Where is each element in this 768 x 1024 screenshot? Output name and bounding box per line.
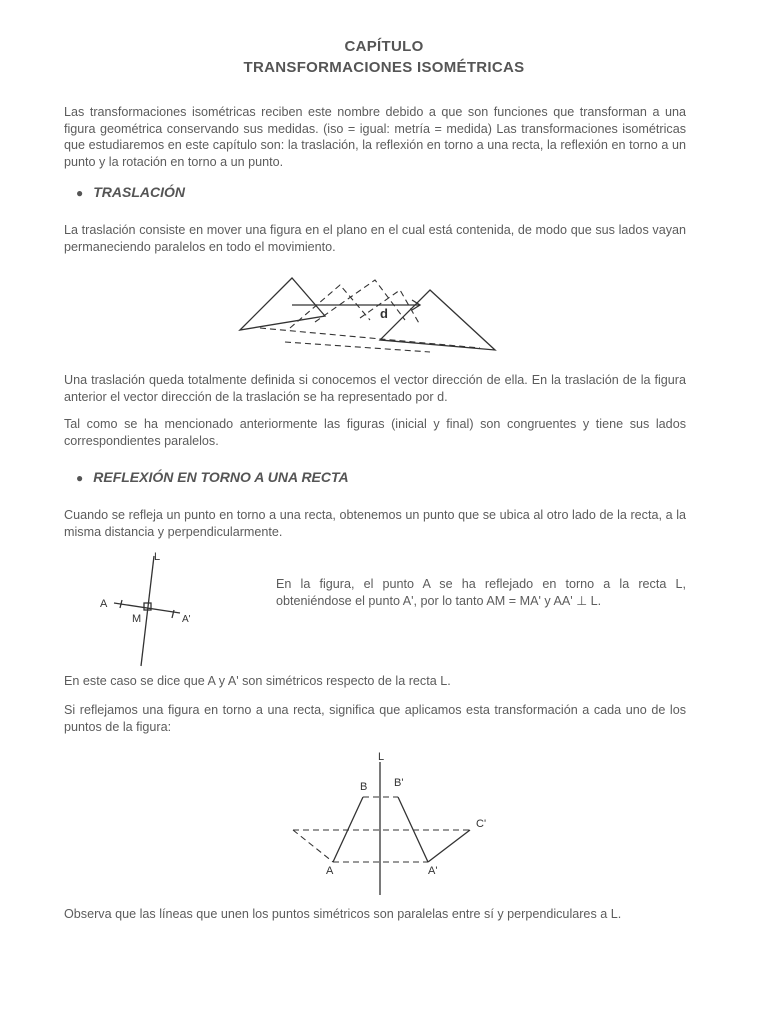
heading-text: TRASLACIÓN (93, 184, 186, 200)
svg-text:L: L (378, 751, 385, 763)
traslacion-paragraph-1: La traslación consiste en mover una figura en el plano en el cual está contenida, de modo que sus lados vayan permaneciendo paralelos en todo el movimiento. (64, 223, 686, 254)
translation-figure (230, 270, 500, 360)
svg-text:A': A' (428, 865, 438, 877)
page-title: TRANSFORMACIONES ISOMÉTRICAS (243, 59, 525, 76)
reflexion-paragraph-3: Si reflejamos una figura en torno a una recta, significa que aplicamos esta transformación a cada uno de los puntos de la figura: (64, 703, 686, 734)
line-L (141, 556, 154, 666)
svg-text:M: M (132, 613, 142, 625)
figure-reflection-diagram (288, 752, 488, 897)
point-reflection-figure (96, 548, 216, 668)
section-heading-traslacion (76, 184, 185, 200)
heading-text: REFLEXIÓN EN TORNO A UNA RECTA (93, 469, 349, 485)
reflexion-paragraph-2: En este caso se dice que A y A' son simétricos respecto de la recta L. (64, 674, 451, 688)
svg-text:L: L (154, 551, 161, 563)
reflexion-caption: En la figura, el punto A se ha reflejado en torno a la recta L, obteniéndose el punto A', por lo tanto AM = MA' y AA' ⊥ L. (276, 577, 686, 608)
svg-text:B: B (360, 781, 368, 793)
reflexion-paragraph-4: Observa que las líneas que unen los puntos simétricos son paralelas entre sí y perpendiculares a L. (64, 907, 622, 921)
intro-paragraph: Las transformaciones isométricas reciben este nombre debido a que son funciones que transforman a una figura geométrica conservando sus medidas. (iso = igual: metría = medida) Las transformaciones isométricas que estudiaremos en este capítulo son: la traslación, la reflexión en torno a una recta, la reflexión en torno a un punto y la rotación en torno a un punto. (64, 105, 686, 169)
final-triangle (380, 290, 495, 350)
traslacion-paragraph-3: Tal como se ha mencionado anteriormente las figuras (inicial y final) son congruentes y tiene sus lados correspondientes paralelos. (64, 417, 686, 448)
svg-text:C': C' (476, 818, 487, 830)
reflexion-paragraph-1: Cuando se refleja un punto en torno a una recta, obtenemos un punto que se ubica al otro lado de la recta, a la misma distancia y perpendicularmente. (64, 508, 686, 539)
vector-label: d (380, 306, 388, 321)
bullet-icon: ● (76, 471, 84, 485)
svg-text:A: A (100, 598, 108, 610)
traslacion-paragraph-2: Una traslación queda totalmente definida si conocemos el vector dirección de ella. En la traslación de la figura anterior el vector dirección de la traslación se ha representado por d. (64, 373, 686, 404)
svg-text:A': A' (182, 614, 191, 625)
section-heading-reflexion (76, 469, 349, 485)
svg-text:B': B' (394, 777, 404, 789)
chapter-label: CAPÍTULO (344, 38, 424, 55)
svg-text:A: A (326, 865, 334, 877)
bullet-icon: ● (76, 186, 84, 200)
initial-triangle (240, 278, 325, 330)
